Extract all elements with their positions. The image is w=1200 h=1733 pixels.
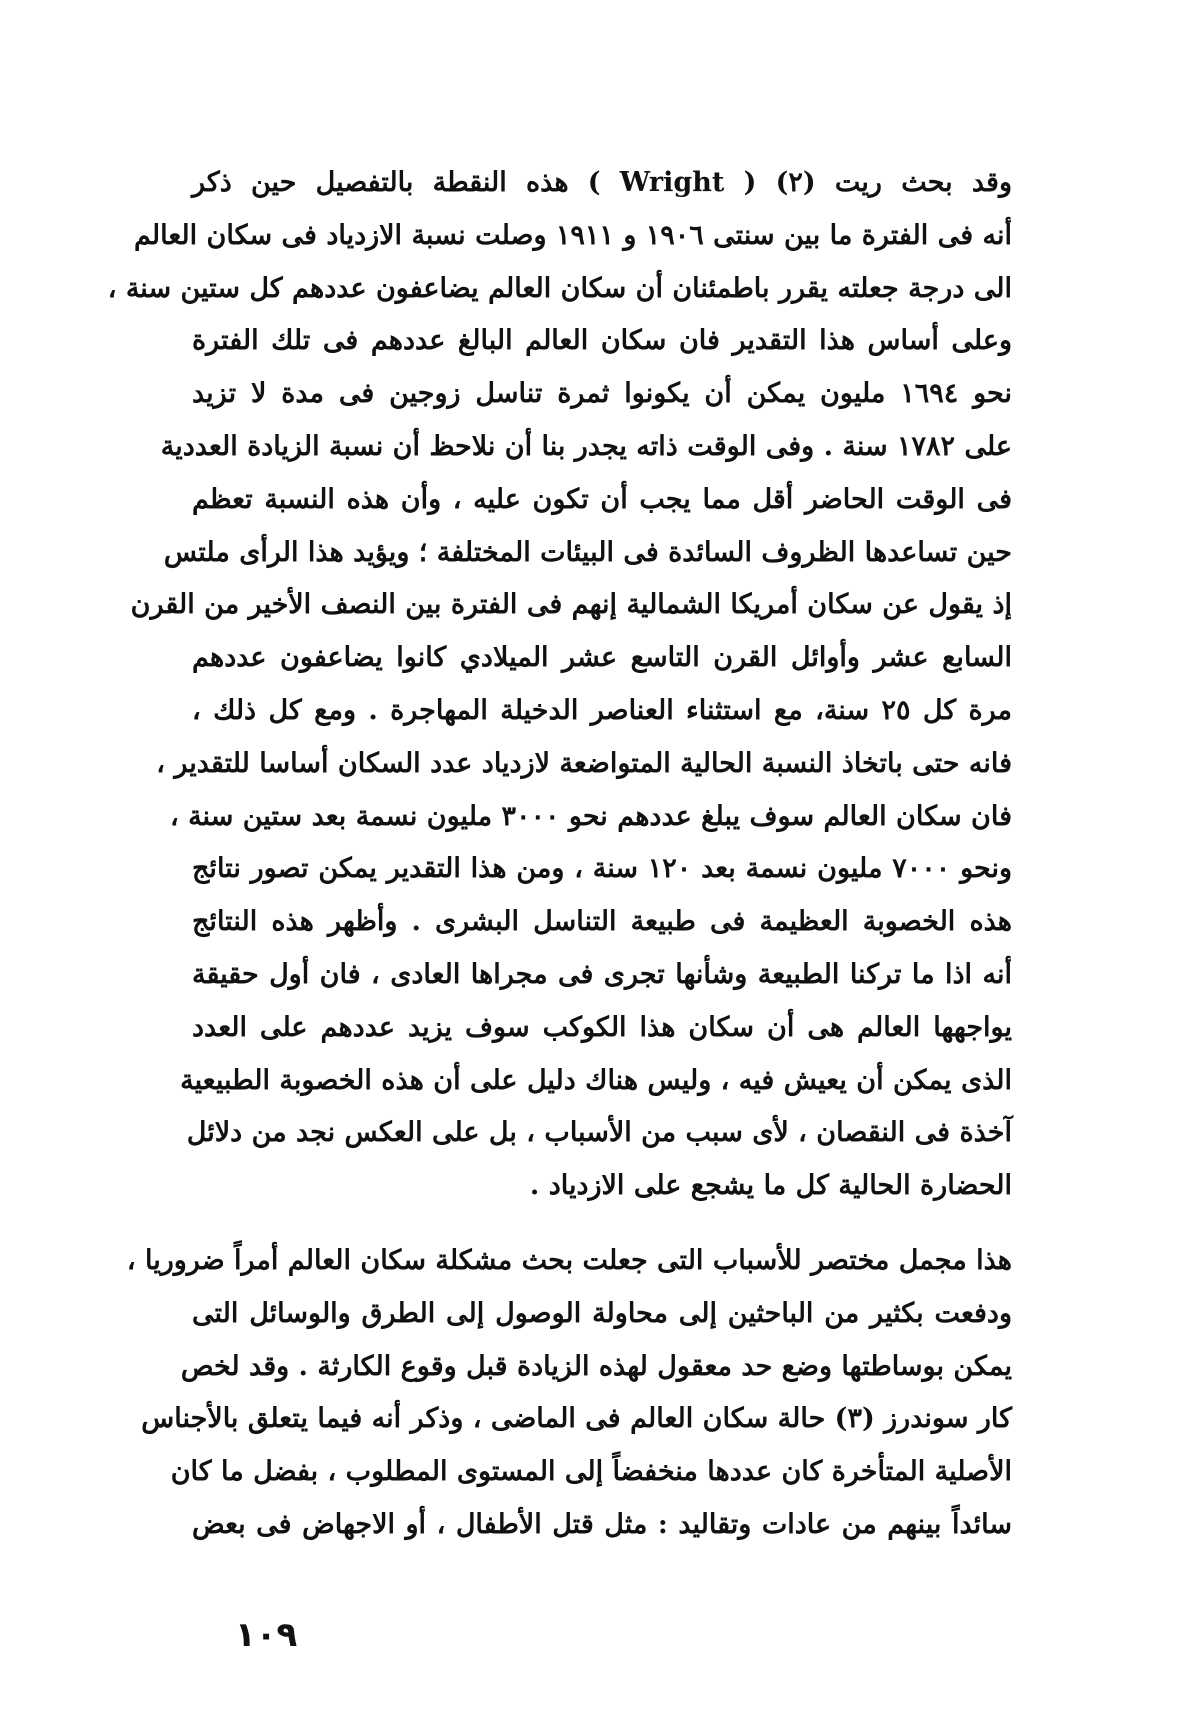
text-line: ونحو ٧٠٠٠ مليون نسمة بعد ١٢٠ سنة ، ومن هذا التقدير يمكن تصور نتائج: [192, 853, 1012, 885]
text-line: هذا مجمل مختصر للأسباب التى جعلت بحث مشكلة سكان العالم أمراً ضروريا ،: [126, 1245, 1012, 1276]
text-line: الأصلية المتأخرة كان عددها منخفضاً إلى المستوى المطلوب ، بفضل ما كان: [170, 1456, 1012, 1488]
paragraph-2: [126, 1235, 1012, 1552]
text-line: الذى يمكن أن يعيش فيه ، وليس هناك دليل على أن هذه الخصوبة الطبيعية: [180, 1064, 1012, 1096]
text-line: مرة كل ٢٥ سنة، مع استثناء العناصر الدخيلة المهاجرة . ومع كل ذلك ،: [192, 694, 1012, 726]
text-line: كار سوندرز (٣) حالة سكان العالم فى الماضى ، وذكر أنه فيما يتعلق بالأجناس: [141, 1403, 1012, 1435]
text-line: الحضارة الحالية كل ما يشجع على الازدياد .: [529, 1170, 1012, 1202]
text-line: يواجهها العالم هى أن سكان هذا الكوكب سوف يزيد عددهم على العدد: [192, 1011, 1012, 1043]
text-line: حين تساعدها الظروف السائدة فى البيئات المختلفة ؛ ويؤيد هذا الرأى ملتس: [163, 536, 1012, 568]
text-line: أنه فى الفترة ما بين سنتى ١٩٠٦ و ١٩١١ وصلت نسبة الازدياد فى سكان العالم: [133, 219, 1012, 251]
text-line: وقد بحث ريت (٢) ( Wright ) هذه النقطة بالتفصيل حين ذكر: [192, 167, 1012, 198]
text-line: السابع عشر وأوائل القرن التاسع عشر الميلادي كانوا يضاعفون عددهم: [192, 642, 1012, 674]
text-line: فى الوقت الحاضر أقل مما يجب أن تكون عليه ، وأن هذه النسبة تعظم: [192, 483, 1012, 515]
text-line: نحو ١٦٩٤ مليون يمكن أن يكونوا ثمرة تناسل زوجين فى مدة لا تزيد: [192, 378, 1012, 410]
text-line: على ١٧٨٢ سنة . وفى الوقت ذاته يجدر بنا أن نلاحظ أن نسبة الزيادة العددية: [160, 430, 1012, 462]
paragraph-1: [107, 157, 1012, 1213]
text-line: آخذة فى النقصان ، لأى سبب من الأسباب ، بل على العكس نجد من دلائل: [186, 1117, 1012, 1149]
text-line: هذه الخصوبة العظيمة فى طبيعة التناسل البشرى . وأظهر هذه النتائج: [192, 906, 1012, 938]
text-line: ودفعت بكثير من الباحثين إلى محاولة الوصول إلى الطرق والوسائل التى: [192, 1297, 1012, 1329]
text-line: الى درجة جعلته يقرر باطمئنان أن سكان العالم يضاعفون عددهم كل ستين سنة ،: [107, 272, 1012, 304]
text-line: وعلى أساس هذا التقدير فان سكان العالم البالغ عددهم فى تلك الفترة: [192, 325, 1012, 357]
text-line: فان سكان العالم سوف يبلغ عددهم نحو ٣٠٠٠ مليون نسمة بعد ستين سنة ،: [169, 800, 1012, 832]
page-number: ١٠٩: [235, 1615, 298, 1655]
text-line: يمكن بوساطتها وضع حد معقول لهذه الزيادة قبل وقوع الكارثة . وقد لخص: [180, 1350, 1012, 1382]
text-line: أنه اذا ما تركنا الطبيعة وشأنها تجرى فى مجراها العادى ، فان أول حقيقة: [192, 958, 1012, 990]
text-line: إذ يقول عن سكان أمريكا الشمالية إنهم فى الفترة بين النصف الأخير من القرن: [130, 589, 1012, 621]
text-line: فانه حتى باتخاذ النسبة الحالية المتواضعة لازدياد عدد السكان أساسا للتقدير ،: [156, 747, 1012, 779]
text-line: سائداً بينهم من عادات وتقاليد : مثل قتل الأطفال ، أو الاجهاض فى بعض: [192, 1508, 1012, 1540]
